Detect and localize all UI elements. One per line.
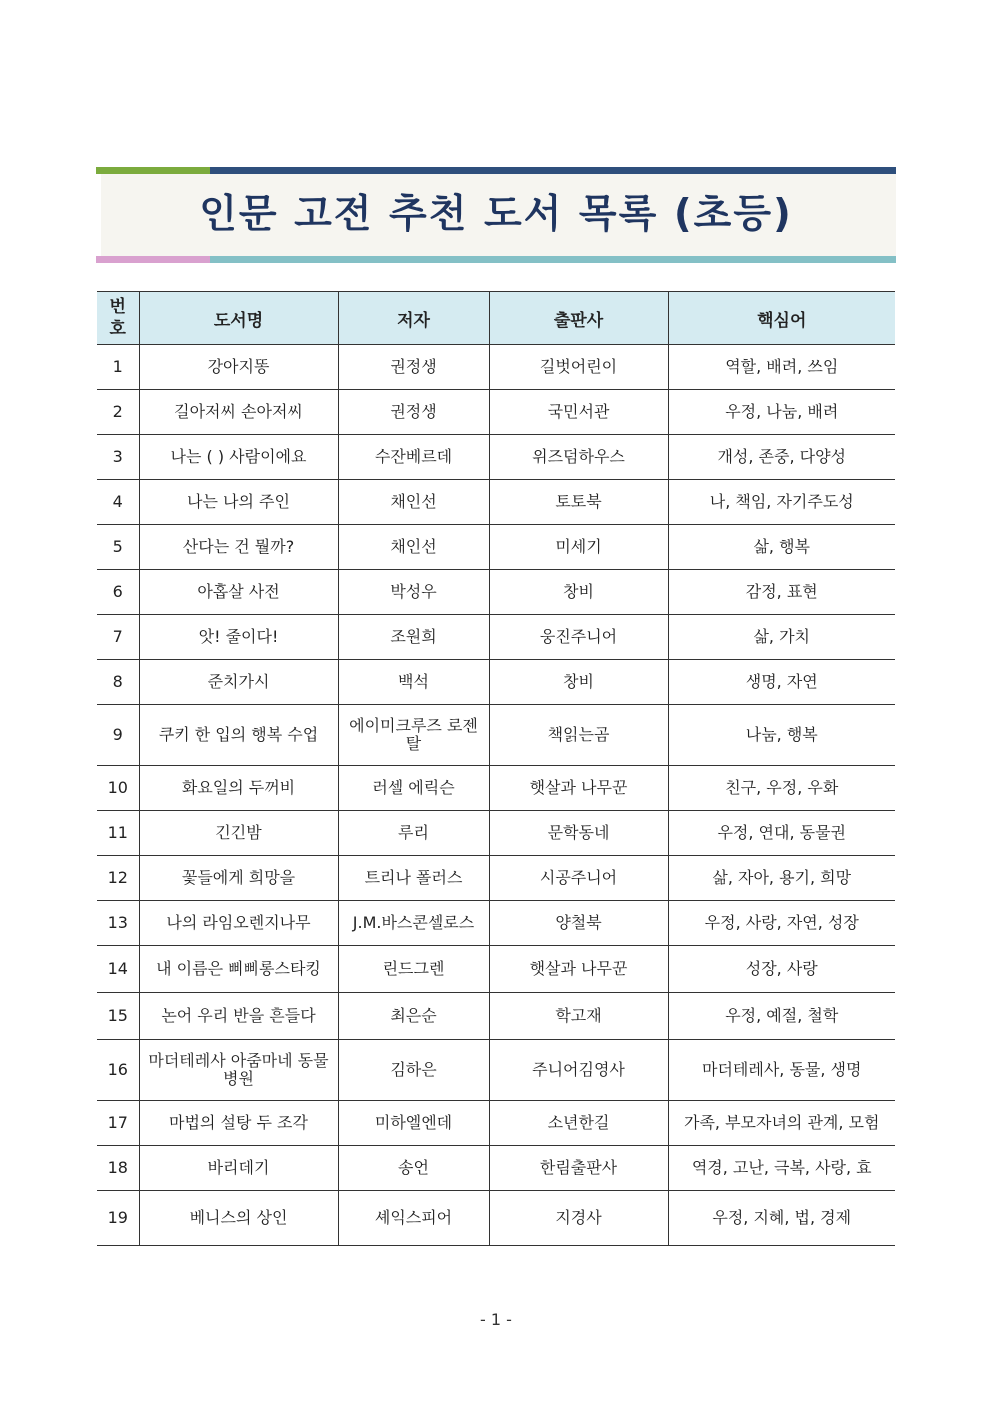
cell-keywords: 우정, 사랑, 자연, 성장 <box>668 901 895 946</box>
cell-number: 9 <box>97 705 139 766</box>
cell-keywords: 우정, 나눔, 배려 <box>668 390 895 435</box>
cell-keywords: 마더테레사, 동물, 생명 <box>668 1040 895 1101</box>
cell-number: 15 <box>97 993 139 1040</box>
title-bottom-bar-teal <box>210 256 896 263</box>
table-row <box>97 615 895 660</box>
cell-keywords: 우정, 예절, 철학 <box>668 993 895 1040</box>
cell-book-title: 앗! 줄이다! <box>139 615 338 660</box>
cell-author: 송언 <box>338 1146 489 1191</box>
page-number: - 1 - <box>480 1310 512 1329</box>
cell-number: 19 <box>97 1191 139 1246</box>
cell-keywords: 우정, 연대, 동물권 <box>668 811 895 856</box>
cell-keywords: 역경, 고난, 극복, 사랑, 효 <box>668 1146 895 1191</box>
cell-number: 12 <box>97 856 139 901</box>
cell-book-title: 나는 ( ) 사람이에요 <box>139 435 338 480</box>
cell-number: 8 <box>97 660 139 705</box>
cell-book-title: 마더테레사 아줌마네 동물병원 <box>139 1040 338 1101</box>
title-banner <box>96 167 896 263</box>
cell-book-title: 논어 우리 반을 흔들다 <box>139 993 338 1040</box>
cell-publisher: 햇살과 나무꾼 <box>489 766 668 811</box>
cell-publisher: 미세기 <box>489 525 668 570</box>
table-row <box>97 993 895 1040</box>
table-row <box>97 901 895 946</box>
cell-number: 2 <box>97 390 139 435</box>
cell-keywords: 감정, 표현 <box>668 570 895 615</box>
title-top-bar-green <box>96 167 210 174</box>
cell-publisher: 웅진주니어 <box>489 615 668 660</box>
cell-keywords: 생명, 자연 <box>668 660 895 705</box>
table-row <box>97 660 895 705</box>
title-top-bar <box>96 167 896 174</box>
table-row <box>97 345 895 390</box>
cell-author: 린드그렌 <box>338 946 489 993</box>
title-top-bar-navy <box>210 167 896 174</box>
book-list-table <box>97 291 895 1246</box>
table-row <box>97 390 895 435</box>
cell-number: 17 <box>97 1101 139 1146</box>
cell-book-title: 아홉살 사전 <box>139 570 338 615</box>
title-bottom-bar <box>96 256 896 263</box>
cell-author: 김하은 <box>338 1040 489 1101</box>
cell-book-title: 화요일의 두꺼비 <box>139 766 338 811</box>
cell-publisher: 양철북 <box>489 901 668 946</box>
cell-number: 11 <box>97 811 139 856</box>
header-book-title: 도서명 <box>139 292 338 345</box>
cell-book-title: 베니스의 상인 <box>139 1191 338 1246</box>
cell-book-title: 준치가시 <box>139 660 338 705</box>
table-row <box>97 570 895 615</box>
table-header-row <box>97 292 895 345</box>
cell-author: 권정생 <box>338 390 489 435</box>
table-row <box>97 480 895 525</box>
cell-keywords: 성장, 사랑 <box>668 946 895 993</box>
cell-publisher: 지경사 <box>489 1191 668 1246</box>
cell-book-title: 강아지똥 <box>139 345 338 390</box>
cell-author: 조원희 <box>338 615 489 660</box>
header-keywords: 핵심어 <box>668 292 895 345</box>
cell-publisher: 창비 <box>489 660 668 705</box>
cell-number: 1 <box>97 345 139 390</box>
header-author: 저자 <box>338 292 489 345</box>
cell-publisher: 문학동네 <box>489 811 668 856</box>
cell-keywords: 친구, 우정, 우화 <box>668 766 895 811</box>
cell-author: 미하엘엔데 <box>338 1101 489 1146</box>
title-bottom-bar-pink <box>96 256 210 263</box>
table-row <box>97 946 895 993</box>
cell-author: 권정생 <box>338 345 489 390</box>
cell-publisher: 창비 <box>489 570 668 615</box>
cell-author: 채인선 <box>338 480 489 525</box>
cell-number: 13 <box>97 901 139 946</box>
cell-book-title: 바리데기 <box>139 1146 338 1191</box>
cell-keywords: 우정, 지혜, 법, 경제 <box>668 1191 895 1246</box>
header-number-line1: 번 <box>109 297 126 317</box>
cell-publisher: 햇살과 나무꾼 <box>489 946 668 993</box>
cell-publisher: 주니어김영사 <box>489 1040 668 1101</box>
table-row <box>97 1191 895 1246</box>
cell-book-title: 나의 라임오렌지나무 <box>139 901 338 946</box>
cell-publisher: 학고재 <box>489 993 668 1040</box>
cell-keywords: 개성, 존중, 다양성 <box>668 435 895 480</box>
cell-author: 백석 <box>338 660 489 705</box>
cell-author: 러셀 에릭슨 <box>338 766 489 811</box>
cell-number: 14 <box>97 946 139 993</box>
table-row <box>97 435 895 480</box>
cell-publisher: 위즈덤하우스 <box>489 435 668 480</box>
table-row <box>97 811 895 856</box>
table-row <box>97 856 895 901</box>
cell-number: 6 <box>97 570 139 615</box>
page-title: 인문 고전 추천 도서 목록 (초등) <box>199 192 793 237</box>
cell-keywords: 삶, 자아, 용기, 희망 <box>668 856 895 901</box>
cell-publisher: 소년한길 <box>489 1101 668 1146</box>
cell-number: 10 <box>97 766 139 811</box>
cell-publisher: 시공주니어 <box>489 856 668 901</box>
cell-book-title: 마법의 설탕 두 조각 <box>139 1101 338 1146</box>
cell-keywords: 나, 책임, 자기주도성 <box>668 480 895 525</box>
cell-author: 채인선 <box>338 525 489 570</box>
cell-author: 수잔베르데 <box>338 435 489 480</box>
cell-book-title: 꽃들에게 희망을 <box>139 856 338 901</box>
table-row <box>97 1101 895 1146</box>
cell-keywords: 가족, 부모자녀의 관계, 모험 <box>668 1101 895 1146</box>
cell-publisher: 책읽는곰 <box>489 705 668 766</box>
cell-book-title: 긴긴밤 <box>139 811 338 856</box>
header-number-line2: 호 <box>109 319 126 339</box>
cell-book-title: 쿠키 한 입의 행복 수업 <box>139 705 338 766</box>
cell-publisher: 국민서관 <box>489 390 668 435</box>
table-row <box>97 1040 895 1101</box>
cell-publisher: 한림출판사 <box>489 1146 668 1191</box>
table-row <box>97 1146 895 1191</box>
cell-number: 7 <box>97 615 139 660</box>
cell-keywords: 역할, 배려, 쓰임 <box>668 345 895 390</box>
table-row <box>97 705 895 766</box>
cell-keywords: 나눔, 행복 <box>668 705 895 766</box>
cell-book-title: 산다는 건 뭘까? <box>139 525 338 570</box>
cell-number: 5 <box>97 525 139 570</box>
cell-keywords: 삶, 가치 <box>668 615 895 660</box>
cell-author: J.M.바스콘셀로스 <box>338 901 489 946</box>
cell-author: 박성우 <box>338 570 489 615</box>
cell-number: 18 <box>97 1146 139 1191</box>
header-publisher: 출판사 <box>489 292 668 345</box>
cell-number: 16 <box>97 1040 139 1101</box>
cell-keywords: 삶, 행복 <box>668 525 895 570</box>
cell-author: 셰익스피어 <box>338 1191 489 1246</box>
header-number <box>97 292 139 345</box>
cell-book-title: 길아저씨 손아저씨 <box>139 390 338 435</box>
cell-author: 에이미크루즈 로젠탈 <box>338 705 489 766</box>
cell-publisher: 길벗어린이 <box>489 345 668 390</box>
table-row <box>97 766 895 811</box>
table-row <box>97 525 895 570</box>
cell-author: 루리 <box>338 811 489 856</box>
cell-number: 3 <box>97 435 139 480</box>
cell-number: 4 <box>97 480 139 525</box>
cell-author: 트리나 폴러스 <box>338 856 489 901</box>
cell-publisher: 토토북 <box>489 480 668 525</box>
cell-author: 최은순 <box>338 993 489 1040</box>
cell-book-title: 나는 나의 주인 <box>139 480 338 525</box>
cell-book-title: 내 이름은 삐삐롱스타킹 <box>139 946 338 993</box>
